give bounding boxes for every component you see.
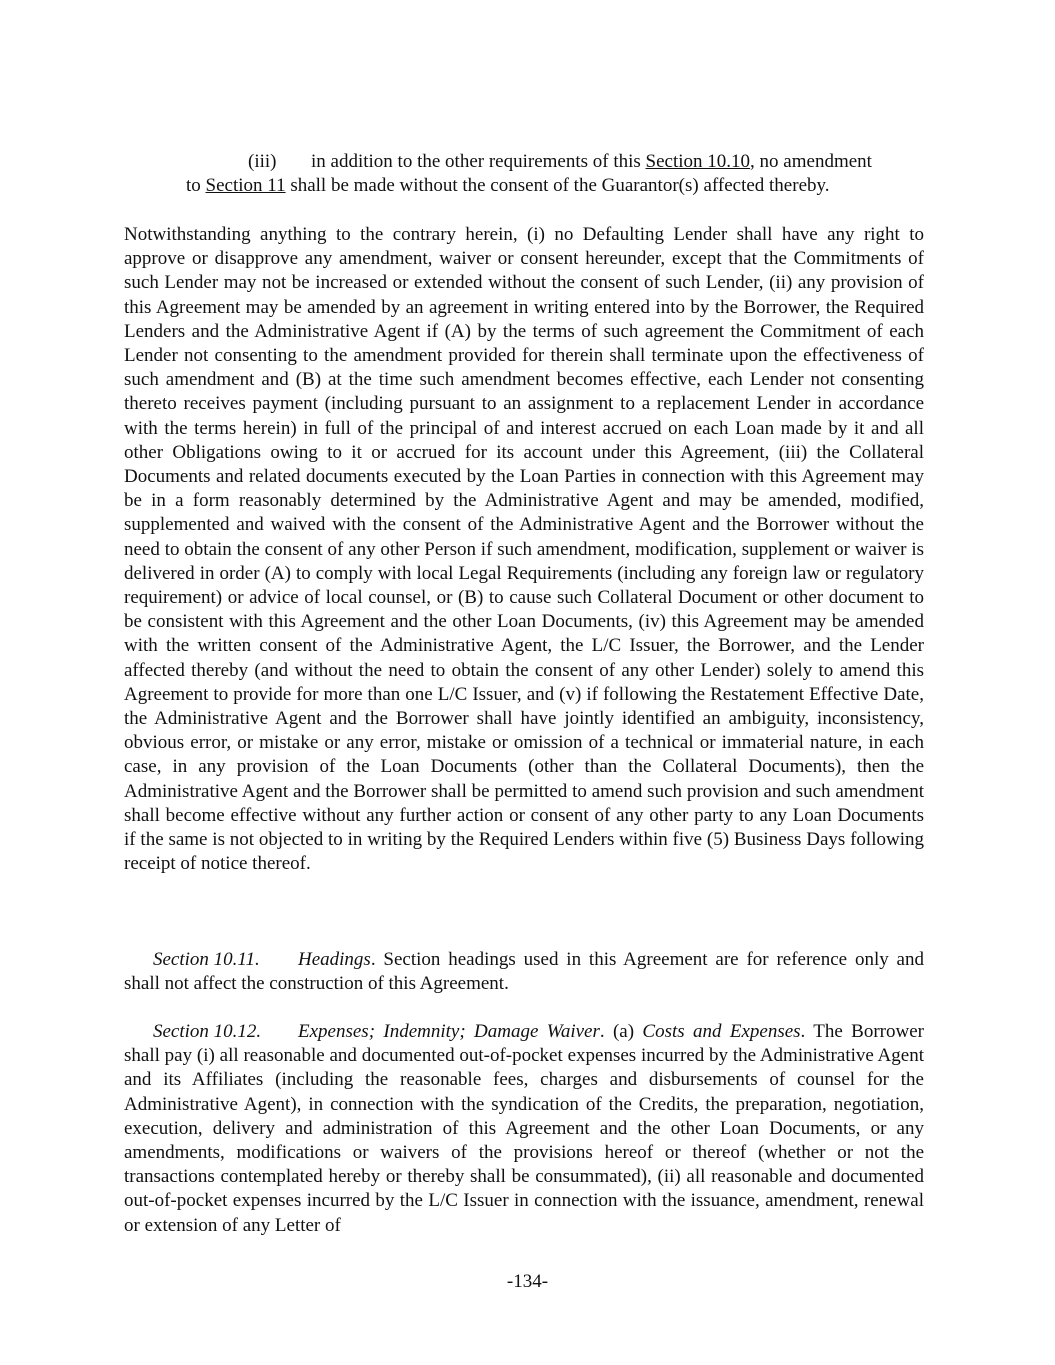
clause-iii-line-1: (iii) in addition to the other requirements of this Section 10.10, no amendment [124,150,924,174]
section-10-12-paragraph: Section 10.12. Expenses; Indemnity; Damage Waiver. (a) Costs and Expenses. The Borrower shall pay (i) all reasonable and documented out-of-pocket expenses incurred by the Administrative Agent and its Affiliates (including the reasonable fees, charges and disbursements of counsel for the Administrative Agent), in connection with the syndication of the Credits, the preparation, negotiation, execution, delivery and administration of this Agreement and the other Loan Documents, or any amendments, modifications or waivers of the provisions hereof or thereof (whether or not the transactions contemplated hereby or thereby shall be consummated), (ii) all reasonable and documented out-of-pocket expenses incurred by the L/C Issuer in connection with the issuance, amendment, renewal or extension of any Letter of [124,1021,924,1236]
section-heading: Expenses; Indemnity; Damage Waiver [298,1021,600,1042]
clause-iii-line-2: to Section 11 shall be made without the consent of the Guarantor(s) affected thereby. [186,175,830,197]
subsection-heading: Costs and Expenses [642,1021,801,1042]
section-10-10-reference: Section 10.10 [645,151,751,172]
section-number: Section 10.12. [153,1021,262,1042]
section-11-reference: Section 11 [205,175,286,197]
clause-number: (iii) [248,151,277,172]
section-10-11-paragraph: Section 10.11. Headings. Section headings used in this Agreement are for reference only and shall not affect the construction of this Agreement. [124,949,924,995]
clause-iii [124,150,924,198]
section-heading: Headings [298,949,371,970]
page-number: -134- [506,1271,549,1292]
notwithstanding-paragraph: Notwithstanding anything to the contrary herein, (i) no Defaulting Lender shall have any right to approve or disapprove any amendment, waiver or consent hereunder, except that the Commitments of such Lender may not be increased or extended without the consent of such Lender, (ii) any provision of this Agreement may be amended by an agreement in writing entered into by the Borrower, the Required Lenders and the Administrative Agent if (A) by the terms of such agreement the Commitment of each Lender not consenting to the amendment provided for therein shall terminate upon the effectiveness of such amendment and (B) at the time such amendment becomes effective, each Lender not consenting thereto receives payment (including pursuant to an assignment to a replacement Lender in accordance with the terms herein) in full of the principal of and interest accrued on each Loan made by it and all other Obligations owing to it or accrued for its account under this Agreement, (iii) the Collateral Documents and related documents executed by the Loan Parties in connection with this Agreement may be in a form reasonably determined by the Administrative Agent and may be amended, modified, supplemented and waived with the consent of the Administrative Agent and the Borrower without the need to obtain the consent of any other Person if such amendment, modification, supplement or waiver is delivered in order (A) to comply with local Legal Requirements (including any foreign law or regulatory requirement) or advice of local counsel, or (B) to cause such Collateral Document or other document to be consistent with this Agreement and the other Loan Documents, (iv) this Agreement may be amended with the written consent of the Administrative Agent, the L/C Issuer, the Borrower, and the Lender affected thereby (and without the need to obtain the consent of any other Lender) solely to amend this Agreement to provide for more than one L/C Issuer, and (v) if following the Restatement Effective Date, the Administrative Agent and the Borrower shall have jointly identified an ambiguity, inconsistency, obvious error, or mistake or any error, mistake or omission of a technical or immaterial nature, in each case, in any provision of the Loan Documents (other than the Collateral Documents), then the Administrative Agent and the Borrower shall be permitted to amend such provision and such amendment shall become effective without any further action or consent of any other party to any Loan Documents if the same is not objected to in writing by the Required Lenders within five (5) Business Days following receipt of notice thereof. [124,224,924,875]
section-number: Section 10.11. [153,949,260,970]
